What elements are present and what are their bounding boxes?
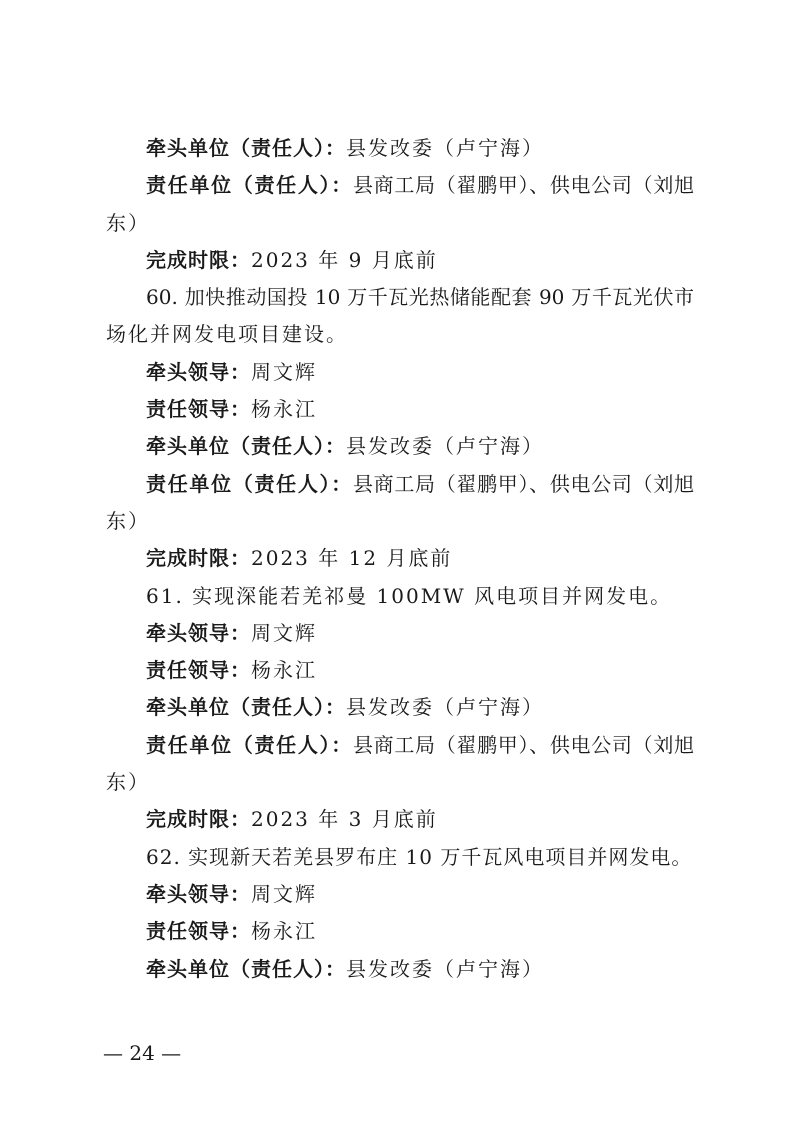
doc-line-item60-resp-leader	[106, 391, 694, 428]
doc-line-item60-resp-unit	[106, 466, 694, 503]
paragraph-text: 东）	[106, 210, 150, 235]
field-value: 县发改委（卢宁海）	[346, 695, 544, 720]
field-label: 责任领导：	[146, 397, 251, 422]
field-label: 牵头单位（责任人）：	[146, 956, 346, 981]
doc-line-item59-resp-unit	[106, 167, 694, 204]
field-value: 周文辉	[251, 359, 317, 384]
field-value: 杨永江	[251, 397, 317, 422]
doc-line-item61-resp-unit-cont	[106, 764, 694, 801]
doc-line-item60-lead-unit	[106, 428, 694, 465]
doc-line-item61-deadline	[106, 801, 694, 838]
field-label: 完成时限：	[146, 247, 251, 272]
doc-line-item60-resp-unit-cont	[106, 503, 694, 540]
doc-line-item62-lead-leader	[106, 876, 694, 913]
doc-line-item61-lead-unit	[106, 689, 694, 726]
doc-line-item62-lead-unit	[106, 951, 694, 988]
field-value: 县发改委（卢宁海）	[346, 956, 544, 981]
doc-line-item61-resp-leader	[106, 652, 694, 689]
doc-line-item60-title-cont	[106, 316, 694, 353]
paragraph-text: 62. 实现新天若羌县罗布庄 10 万千瓦风电项目并网发电。	[146, 844, 693, 869]
field-label: 责任领导：	[146, 919, 251, 944]
field-value: 县商工局（翟鹏甲）、供电公司（刘旭	[352, 732, 695, 757]
field-value: 杨永江	[251, 658, 317, 683]
field-value: 周文辉	[251, 620, 317, 645]
field-label: 完成时限：	[146, 546, 251, 571]
field-value: 县商工局（翟鹏甲）、供电公司（刘旭	[352, 173, 695, 198]
doc-line-item59-deadline	[106, 242, 694, 279]
field-label: 责任单位（责任人）：	[146, 732, 353, 757]
field-value: 县发改委（卢宁海）	[346, 136, 544, 160]
field-label: 牵头单位（责任人）：	[146, 434, 346, 459]
doc-line-item59-lead-unit	[106, 130, 694, 167]
doc-line-item61-title	[106, 578, 694, 615]
field-label: 牵头领导：	[146, 881, 251, 906]
field-label: 责任单位（责任人）：	[146, 471, 353, 496]
field-label: 牵头单位（责任人）：	[146, 695, 346, 720]
field-label: 牵头单位（责任人）：	[146, 136, 346, 160]
paragraph-text: 东）	[106, 508, 150, 533]
field-value: 周文辉	[251, 881, 317, 906]
doc-line-item59-resp-unit-cont	[106, 205, 694, 242]
paragraph-text: 东）	[106, 770, 150, 795]
doc-line-item61-lead-leader	[106, 615, 694, 652]
doc-line-item62-resp-leader	[106, 913, 694, 950]
field-value: 县发改委（卢宁海）	[346, 434, 544, 459]
field-label: 完成时限：	[146, 807, 251, 832]
doc-line-item60-title	[106, 279, 694, 316]
doc-line-item62-title	[106, 839, 694, 876]
field-value: 杨永江	[251, 919, 317, 944]
field-value: 2023 年 3 月底前	[251, 807, 438, 832]
field-label: 牵头领导：	[146, 620, 251, 645]
field-label: 责任领导：	[146, 658, 251, 683]
field-value: 县商工局（翟鹏甲）、供电公司（刘旭	[352, 471, 695, 496]
doc-line-item60-lead-leader	[106, 354, 694, 391]
paragraph-text: 场化并网发电项目建设。	[106, 322, 348, 347]
field-value: 2023 年 12 月底前	[251, 546, 453, 571]
paragraph-text: 61. 实现深能若羌祁曼 100MW 风电项目并网发电。	[146, 583, 673, 608]
doc-line-item61-resp-unit	[106, 727, 694, 764]
field-label: 牵头领导：	[146, 359, 251, 384]
document-body	[106, 130, 694, 988]
paragraph-text: 60. 加快推动国投 10 万千瓦光热储能配套 90 万千瓦光伏市	[146, 285, 694, 310]
page-number: — 24 —	[103, 1041, 182, 1065]
field-value: 2023 年 9 月底前	[251, 247, 438, 272]
field-label: 责任单位（责任人）：	[146, 173, 353, 198]
doc-line-item60-deadline	[106, 540, 694, 577]
